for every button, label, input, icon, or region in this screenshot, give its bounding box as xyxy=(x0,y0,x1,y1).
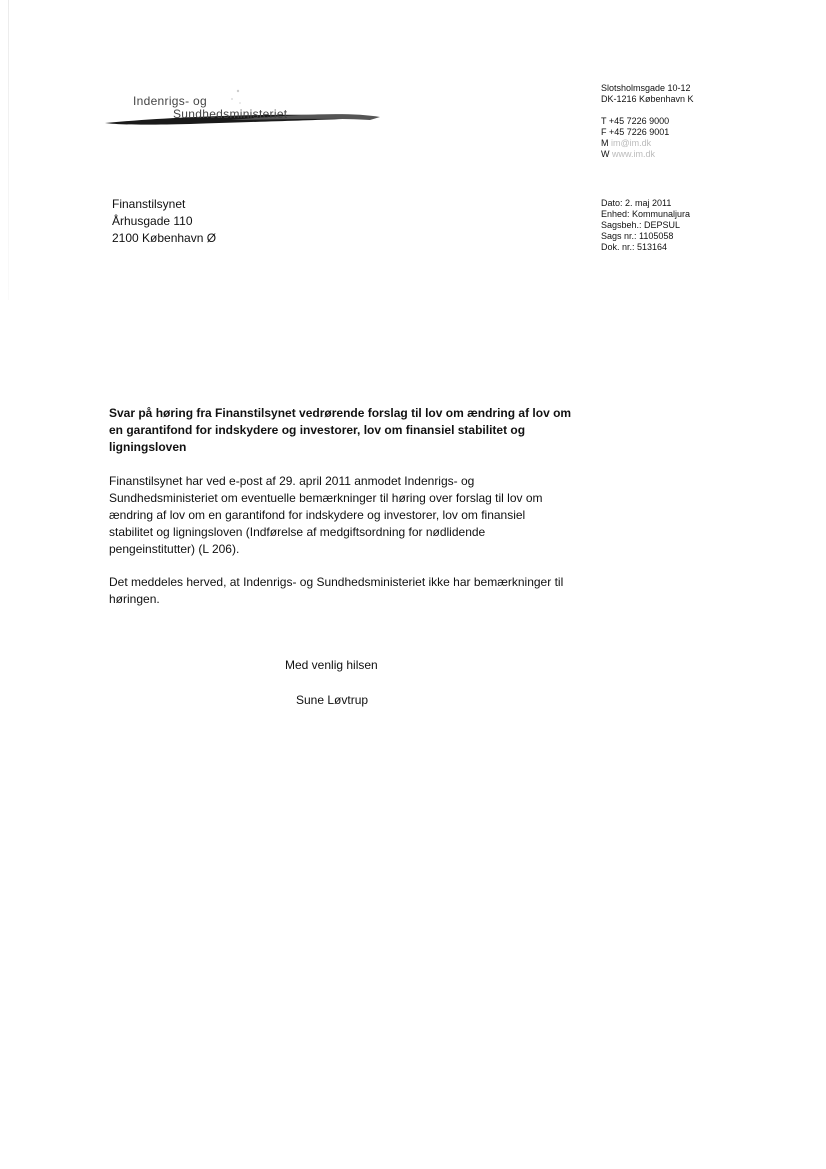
meta-document-number: Dok. nr.: 513164 xyxy=(601,242,668,252)
document-meta xyxy=(601,198,690,253)
letter-subject: Svar på høring fra Finanstilsynet vedrørende forslag til lov om ændring af lov om en garantifond for indskydere og investorer, lov om finansiel stabilitet og ligningsloven xyxy=(109,406,572,454)
sender-mail xyxy=(601,138,694,149)
mail-value: im@im.dk xyxy=(611,138,652,148)
logo-line-1: Indenrigs- og xyxy=(133,94,207,108)
body-paragraph-1: Finanstilsynet har ved e-post af 29. april 2011 anmodet Indenrigs- og Sundhedsministeriet om eventuelle bemærkninger til høring over forslag til lov om ændring af lov om en garantifond for indskydere og investorer, lov om finansiel stabilitet og ligningsloven (Indførelse af medgiftsordning for nødlidende pengeinstitutter) (L 206). xyxy=(109,474,543,556)
meta-unit: Enhed: Kommunaljura xyxy=(601,209,691,219)
sender-address-2: DK-1216 København K xyxy=(601,94,694,104)
sender-phone: T +45 7226 9000 xyxy=(601,116,670,126)
body-paragraph-2: Det meddeles herved, at Indenrigs- og Sundhedsministeriet ikke har bemærkninger til høringen. xyxy=(109,575,564,606)
logo-line-2: Sundhedsministeriet xyxy=(173,107,288,121)
mail-label: M xyxy=(601,138,609,148)
recipient-street: Århusgade 110 xyxy=(112,214,193,228)
sender-web xyxy=(601,149,694,160)
sender-fax: F +45 7226 9001 xyxy=(601,127,670,137)
scan-edge xyxy=(8,0,9,300)
meta-date: Dato: 2. maj 2011 xyxy=(601,198,672,208)
web-value: www.im.dk xyxy=(612,149,656,159)
ministry-logo xyxy=(100,82,390,132)
sender-block xyxy=(601,83,694,160)
web-label: W xyxy=(601,149,610,159)
closing-greeting: Med venlig hilsen xyxy=(285,658,378,672)
sender-address-1: Slotsholmsgade 10-12 xyxy=(601,83,691,93)
signer-name: Sune Løvtrup xyxy=(296,693,369,707)
recipient-name: Finanstilsynet xyxy=(112,197,186,211)
meta-caseworker: Sagsbeh.: DEPSUL xyxy=(601,220,681,230)
meta-case-number: Sags nr.: 1105058 xyxy=(601,231,674,241)
recipient-address xyxy=(112,196,216,247)
recipient-city: 2100 København Ø xyxy=(112,231,217,245)
